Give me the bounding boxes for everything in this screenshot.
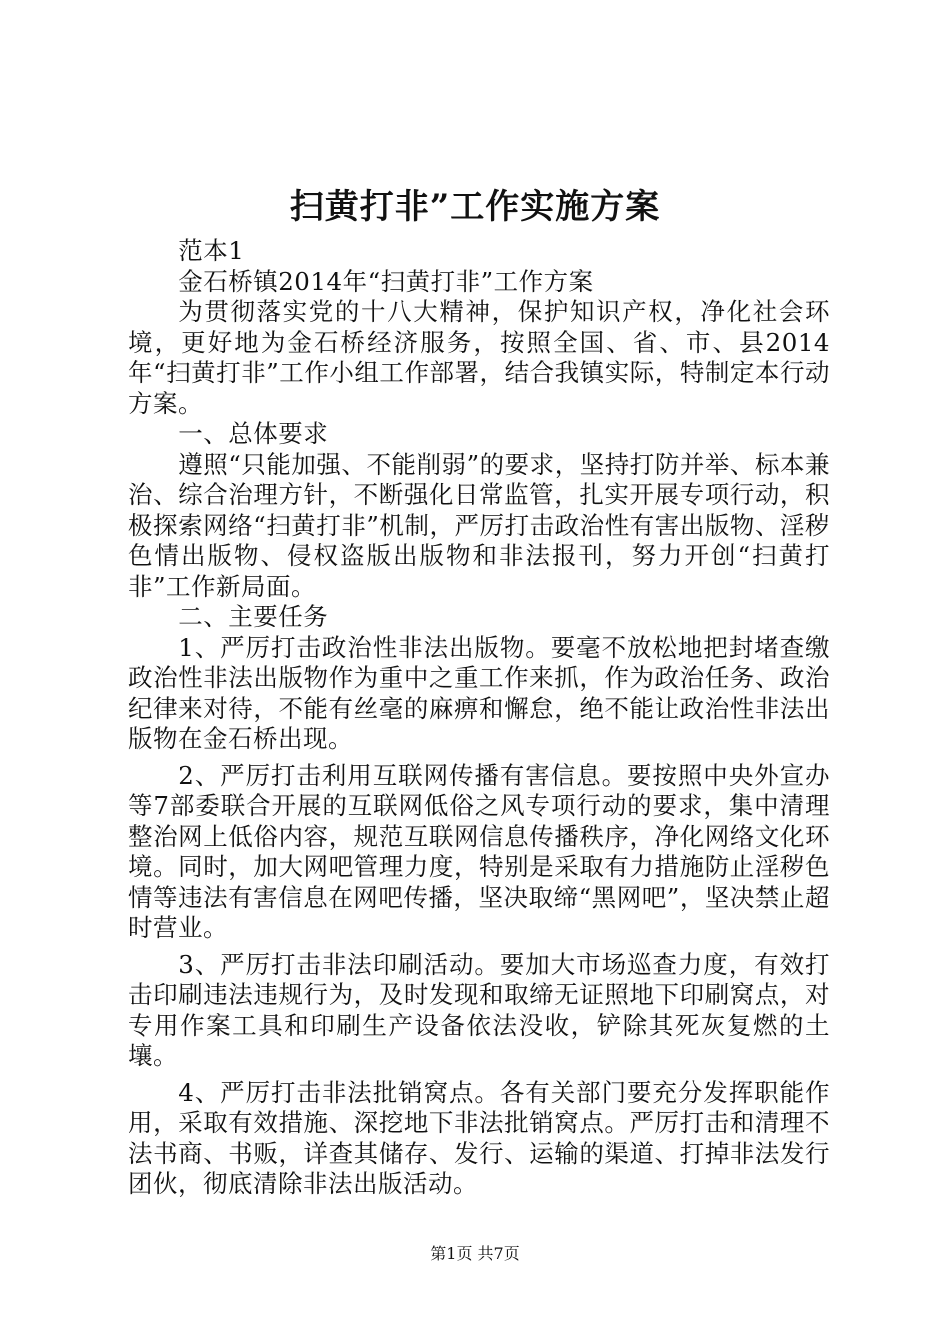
document-body: [128, 236, 830, 1200]
paragraph-task-3: 3、严厉打击非法印刷活动。要加大市场巡查力度，有效打击印刷违法违规行为，及时发现和取缔无证照地下印刷窝点，对专用作案工具和印刷生产设备依法没收，铲除其死灰复燃的土壤。: [128, 949, 830, 1070]
paragraph-task-1: 1、严厉打击政治性非法出版物。要毫不放松地把封堵查缴政治性非法出版物作为重中之重工作来抓，作为政治任务、政治纪律来对待，不能有丝毫的麻痹和懈怠，绝不能让政治性非法出版物在金石桥出现。: [128, 632, 830, 753]
paragraph-intro: 为贯彻落实党的十八大精神，保护知识产权，净化社会环境，更好地为金石桥经济服务，按照全国、省、市、县2014年“扫黄打非”工作小组工作部署，结合我镇实际，特制定本行动方案。: [128, 297, 830, 418]
section-heading-general-requirements: 一、总体要求: [178, 419, 329, 448]
page-number-footer: 第1页 共7页: [430, 1244, 520, 1263]
paragraph-task-2: 2、严厉打击利用互联网传播有害信息。要按照中央外宣办等7部委联合开展的互联网低俗之风专项行动的要求，集中清理整治网上低俗内容，规范互联网信息传播秩序，净化网络文化环境。同时，加大网吧管理力度，特别是采取有力措施防止淫秽色情等违法有害信息在网吧传播，坚决取缔“黑网吧”，坚决禁止超时营业。: [128, 760, 830, 942]
paragraph-task-4: 4、严厉打击非法批销窝点。各有关部门要充分发挥职能作用，采取有效措施、深挖地下非法批销窝点。严厉打击和清理不法书商、书贩，详查其储存、发行、运输的渠道、打掉非法发行团伙，彻底清除非法出版活动。: [128, 1077, 830, 1198]
paragraph-general-requirements: 遵照“只能加强、不能削弱”的要求，坚持打防并举、标本兼治、综合治理方针，不断强化日常监管，扎实开展专项行动，积极探索网络“扫黄打非”机制，严厉打击政治性有害出版物、淫秽色情出版物、侵权盗版出版物和非法报刊，努力开创“扫黄打非”工作新局面。: [128, 449, 830, 601]
document-title: 扫黄打非”工作实施方案: [289, 187, 661, 227]
paragraph-sample-label: 范本1: [178, 236, 245, 265]
section-heading-main-tasks: 二、主要任务: [178, 602, 329, 631]
paragraph-plan-heading: 金石桥镇2014年“扫黄打非”工作方案: [178, 266, 594, 296]
